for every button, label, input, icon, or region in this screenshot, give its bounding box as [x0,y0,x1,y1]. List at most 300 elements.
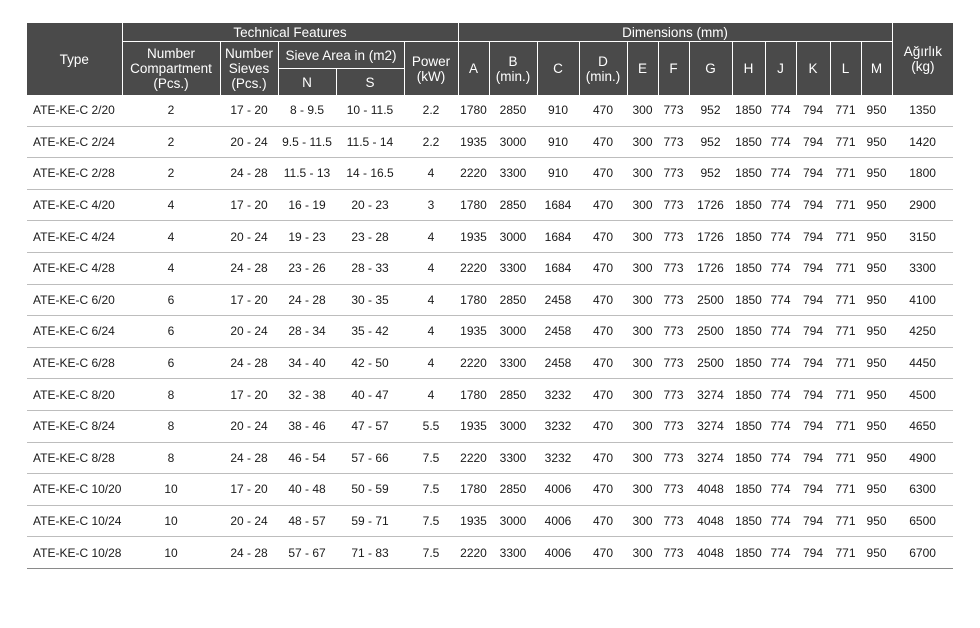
cell-dim-m: 950 [861,347,892,379]
cell-number-compartment: 6 [122,316,220,348]
cell-power: 4 [404,347,458,379]
cell-type: ATE-KE-C 8/20 [27,379,122,411]
cell-number-sieves: 17 - 20 [220,189,278,221]
cell-dim-a: 1780 [458,474,489,506]
cell-dim-c: 3232 [537,410,579,442]
cell-dim-a: 1935 [458,221,489,253]
cell-type: ATE-KE-C 6/28 [27,347,122,379]
cell-dim-m: 950 [861,189,892,221]
cell-weight: 4450 [892,347,953,379]
cell-type: ATE-KE-C 6/24 [27,316,122,348]
cell-sieve-area-s: 20 - 23 [336,189,404,221]
cell-dim-m: 950 [861,95,892,126]
cell-dim-m: 950 [861,316,892,348]
cell-weight: 3150 [892,221,953,253]
cell-dim-l: 771 [830,347,861,379]
cell-sieve-area-n: 48 - 57 [278,505,336,537]
cell-dim-j: 774 [765,158,796,190]
cell-dim-c: 2458 [537,316,579,348]
cell-sieve-area-n: 57 - 67 [278,537,336,569]
cell-dim-l: 771 [830,252,861,284]
cell-dim-c: 910 [537,158,579,190]
cell-number-compartment: 10 [122,505,220,537]
cell-type: ATE-KE-C 2/24 [27,126,122,158]
cell-dim-m: 950 [861,252,892,284]
cell-dim-e: 300 [627,126,658,158]
header-sieve-n: N [278,69,336,96]
cell-dim-h: 1850 [732,505,765,537]
cell-number-sieves: 20 - 24 [220,316,278,348]
header-technical-features: Technical Features [122,23,458,42]
cell-power: 4 [404,316,458,348]
cell-weight: 1800 [892,158,953,190]
cell-dim-e: 300 [627,252,658,284]
cell-dim-g: 3274 [689,442,732,474]
cell-number-sieves: 24 - 28 [220,347,278,379]
cell-dim-d: 470 [579,189,627,221]
cell-dim-a: 1780 [458,379,489,411]
cell-dim-h: 1850 [732,126,765,158]
cell-dim-l: 771 [830,410,861,442]
cell-dim-f: 773 [658,410,689,442]
cell-number-sieves: 24 - 28 [220,442,278,474]
cell-dim-f: 773 [658,95,689,126]
cell-dim-h: 1850 [732,284,765,316]
cell-dim-f: 773 [658,347,689,379]
cell-sieve-area-n: 40 - 48 [278,474,336,506]
cell-dim-b: 2850 [489,379,537,411]
cell-dim-d: 470 [579,252,627,284]
cell-dim-a: 1935 [458,505,489,537]
cell-dim-m: 950 [861,410,892,442]
cell-sieve-area-s: 40 - 47 [336,379,404,411]
cell-number-compartment: 6 [122,284,220,316]
cell-dim-m: 950 [861,474,892,506]
cell-dim-h: 1850 [732,158,765,190]
header-dim-c: C [537,42,579,96]
cell-dim-k: 794 [796,95,830,126]
cell-dim-g: 2500 [689,284,732,316]
header-dim-f: F [658,42,689,96]
cell-dim-l: 771 [830,442,861,474]
cell-dim-c: 1684 [537,252,579,284]
cell-sieve-area-n: 11.5 - 13 [278,158,336,190]
table-body [27,95,953,568]
cell-dim-f: 773 [658,252,689,284]
header-dimensions: Dimensions (mm) [458,23,892,42]
cell-weight: 4650 [892,410,953,442]
cell-dim-a: 1935 [458,126,489,158]
cell-dim-h: 1850 [732,474,765,506]
cell-type: ATE-KE-C 8/28 [27,442,122,474]
cell-sieve-area-s: 42 - 50 [336,347,404,379]
header-dim-h: H [732,42,765,96]
cell-dim-b: 3300 [489,347,537,379]
cell-sieve-area-s: 14 - 16.5 [336,158,404,190]
cell-dim-k: 794 [796,474,830,506]
table-row [27,95,953,126]
cell-dim-a: 2220 [458,347,489,379]
cell-dim-j: 774 [765,379,796,411]
cell-number-compartment: 4 [122,189,220,221]
cell-type: ATE-KE-C 4/28 [27,252,122,284]
cell-dim-l: 771 [830,284,861,316]
cell-dim-d: 470 [579,537,627,569]
header-power: Power (kW) [404,42,458,96]
cell-weight: 6300 [892,474,953,506]
cell-sieve-area-s: 57 - 66 [336,442,404,474]
cell-dim-a: 2220 [458,442,489,474]
cell-dim-c: 910 [537,126,579,158]
table-row [27,189,953,221]
cell-dim-j: 774 [765,316,796,348]
cell-dim-l: 771 [830,537,861,569]
cell-dim-g: 2500 [689,347,732,379]
cell-dim-g: 952 [689,95,732,126]
cell-dim-g: 1726 [689,252,732,284]
cell-number-sieves: 24 - 28 [220,252,278,284]
cell-dim-k: 794 [796,126,830,158]
cell-dim-c: 2458 [537,347,579,379]
cell-dim-f: 773 [658,474,689,506]
header-dim-j: J [765,42,796,96]
cell-dim-g: 1726 [689,221,732,253]
header-type: Type [27,23,122,95]
cell-dim-d: 470 [579,316,627,348]
cell-weight: 6500 [892,505,953,537]
cell-power: 7.5 [404,505,458,537]
cell-dim-j: 774 [765,95,796,126]
cell-power: 2.2 [404,126,458,158]
cell-dim-c: 3232 [537,442,579,474]
cell-dim-a: 2220 [458,537,489,569]
cell-weight: 6700 [892,537,953,569]
cell-dim-h: 1850 [732,347,765,379]
cell-dim-k: 794 [796,537,830,569]
cell-dim-e: 300 [627,537,658,569]
cell-dim-g: 4048 [689,474,732,506]
table-row [27,221,953,253]
cell-dim-a: 1780 [458,189,489,221]
header-dim-l: L [830,42,861,96]
header-dim-e: E [627,42,658,96]
cell-dim-l: 771 [830,316,861,348]
cell-dim-l: 771 [830,505,861,537]
table-row [27,126,953,158]
cell-dim-j: 774 [765,505,796,537]
header-sieve-s: S [336,69,404,96]
cell-dim-b: 2850 [489,95,537,126]
cell-dim-l: 771 [830,379,861,411]
header-sieve-area: Sieve Area in (m2) [278,42,404,69]
table-row [27,410,953,442]
cell-dim-g: 3274 [689,379,732,411]
cell-dim-g: 3274 [689,410,732,442]
cell-power: 4 [404,221,458,253]
cell-number-sieves: 20 - 24 [220,505,278,537]
cell-number-compartment: 8 [122,410,220,442]
cell-dim-k: 794 [796,442,830,474]
cell-dim-h: 1850 [732,316,765,348]
cell-number-compartment: 8 [122,442,220,474]
cell-sieve-area-s: 28 - 33 [336,252,404,284]
cell-dim-m: 950 [861,505,892,537]
header-dim-k: K [796,42,830,96]
header-dim-b: B (min.) [489,42,537,96]
cell-type: ATE-KE-C 10/24 [27,505,122,537]
cell-dim-j: 774 [765,221,796,253]
cell-sieve-area-s: 59 - 71 [336,505,404,537]
cell-dim-c: 3232 [537,379,579,411]
cell-dim-b: 3000 [489,316,537,348]
cell-dim-d: 470 [579,474,627,506]
cell-weight: 4900 [892,442,953,474]
cell-power: 4 [404,158,458,190]
cell-dim-h: 1850 [732,379,765,411]
cell-dim-e: 300 [627,410,658,442]
cell-dim-k: 794 [796,347,830,379]
cell-dim-k: 794 [796,221,830,253]
cell-dim-b: 2850 [489,189,537,221]
cell-sieve-area-n: 34 - 40 [278,347,336,379]
cell-number-sieves: 17 - 20 [220,95,278,126]
cell-dim-m: 950 [861,379,892,411]
cell-dim-f: 773 [658,158,689,190]
cell-dim-c: 4006 [537,505,579,537]
table-row [27,158,953,190]
cell-dim-m: 950 [861,537,892,569]
cell-power: 4 [404,284,458,316]
cell-dim-d: 470 [579,221,627,253]
cell-dim-l: 771 [830,158,861,190]
cell-dim-c: 1684 [537,189,579,221]
cell-dim-e: 300 [627,505,658,537]
cell-dim-g: 2500 [689,316,732,348]
header-weight: Ağırlık (kg) [892,23,953,95]
cell-dim-h: 1850 [732,221,765,253]
cell-sieve-area-s: 11.5 - 14 [336,126,404,158]
cell-dim-d: 470 [579,410,627,442]
table-row [27,316,953,348]
cell-dim-m: 950 [861,442,892,474]
cell-dim-k: 794 [796,252,830,284]
header-number-sieves: Number Sieves (Pcs.) [220,42,278,96]
cell-weight: 2900 [892,189,953,221]
cell-dim-e: 300 [627,284,658,316]
cell-dim-b: 3000 [489,410,537,442]
cell-dim-h: 1850 [732,537,765,569]
cell-dim-b: 3300 [489,537,537,569]
cell-number-compartment: 2 [122,126,220,158]
cell-dim-k: 794 [796,158,830,190]
spec-table-container [27,23,953,569]
cell-sieve-area-n: 23 - 26 [278,252,336,284]
cell-sieve-area-n: 9.5 - 11.5 [278,126,336,158]
cell-dim-b: 3300 [489,252,537,284]
table-header [27,23,953,95]
cell-dim-h: 1850 [732,252,765,284]
cell-weight: 1420 [892,126,953,158]
cell-dim-d: 470 [579,158,627,190]
cell-weight: 1350 [892,95,953,126]
cell-dim-h: 1850 [732,189,765,221]
cell-sieve-area-n: 28 - 34 [278,316,336,348]
cell-sieve-area-s: 10 - 11.5 [336,95,404,126]
cell-dim-j: 774 [765,189,796,221]
cell-number-sieves: 20 - 24 [220,126,278,158]
cell-dim-b: 3000 [489,126,537,158]
cell-number-sieves: 17 - 20 [220,284,278,316]
cell-dim-b: 3000 [489,221,537,253]
cell-sieve-area-n: 38 - 46 [278,410,336,442]
cell-dim-j: 774 [765,126,796,158]
cell-number-sieves: 24 - 28 [220,537,278,569]
cell-number-sieves: 17 - 20 [220,474,278,506]
cell-power: 7.5 [404,442,458,474]
cell-dim-b: 3300 [489,158,537,190]
cell-number-compartment: 4 [122,221,220,253]
cell-dim-g: 4048 [689,537,732,569]
table-row [27,284,953,316]
cell-dim-m: 950 [861,126,892,158]
cell-dim-e: 300 [627,221,658,253]
cell-dim-f: 773 [658,505,689,537]
cell-dim-e: 300 [627,95,658,126]
cell-dim-l: 771 [830,189,861,221]
cell-dim-b: 3300 [489,442,537,474]
cell-number-compartment: 8 [122,379,220,411]
cell-dim-d: 470 [579,505,627,537]
cell-dim-c: 910 [537,95,579,126]
cell-dim-c: 4006 [537,474,579,506]
header-number-compartment: Number Compartment (Pcs.) [122,42,220,96]
cell-dim-c: 4006 [537,537,579,569]
cell-power: 7.5 [404,474,458,506]
cell-dim-g: 4048 [689,505,732,537]
cell-dim-a: 2220 [458,158,489,190]
cell-dim-k: 794 [796,189,830,221]
cell-dim-g: 1726 [689,189,732,221]
cell-dim-d: 470 [579,95,627,126]
cell-dim-k: 794 [796,379,830,411]
cell-dim-h: 1850 [732,442,765,474]
cell-dim-j: 774 [765,474,796,506]
cell-type: ATE-KE-C 2/20 [27,95,122,126]
cell-power: 3 [404,189,458,221]
cell-dim-e: 300 [627,379,658,411]
cell-dim-b: 2850 [489,284,537,316]
cell-sieve-area-s: 30 - 35 [336,284,404,316]
cell-dim-a: 1935 [458,410,489,442]
cell-dim-j: 774 [765,252,796,284]
cell-dim-h: 1850 [732,410,765,442]
cell-dim-g: 952 [689,158,732,190]
cell-sieve-area-s: 50 - 59 [336,474,404,506]
cell-dim-k: 794 [796,505,830,537]
cell-dim-e: 300 [627,442,658,474]
cell-dim-k: 794 [796,316,830,348]
cell-dim-a: 1780 [458,284,489,316]
table-row [27,252,953,284]
cell-dim-b: 2850 [489,474,537,506]
cell-dim-a: 1935 [458,316,489,348]
table-row [27,379,953,411]
cell-weight: 4500 [892,379,953,411]
cell-dim-j: 774 [765,347,796,379]
cell-dim-d: 470 [579,347,627,379]
cell-type: ATE-KE-C 4/24 [27,221,122,253]
cell-power: 4 [404,379,458,411]
cell-dim-a: 2220 [458,252,489,284]
cell-type: ATE-KE-C 6/20 [27,284,122,316]
cell-sieve-area-n: 32 - 38 [278,379,336,411]
cell-sieve-area-n: 19 - 23 [278,221,336,253]
table-row [27,505,953,537]
cell-sieve-area-n: 8 - 9.5 [278,95,336,126]
cell-dim-a: 1780 [458,95,489,126]
cell-dim-c: 2458 [537,284,579,316]
table-row [27,537,953,569]
header-dim-m: M [861,42,892,96]
cell-dim-d: 470 [579,379,627,411]
cell-dim-l: 771 [830,126,861,158]
cell-dim-e: 300 [627,189,658,221]
cell-number-sieves: 20 - 24 [220,410,278,442]
cell-dim-l: 771 [830,474,861,506]
cell-sieve-area-s: 35 - 42 [336,316,404,348]
cell-dim-b: 3000 [489,505,537,537]
cell-dim-f: 773 [658,316,689,348]
cell-sieve-area-n: 16 - 19 [278,189,336,221]
header-dim-d: D (min.) [579,42,627,96]
cell-sieve-area-s: 47 - 57 [336,410,404,442]
cell-dim-f: 773 [658,379,689,411]
cell-sieve-area-s: 23 - 28 [336,221,404,253]
cell-power: 7.5 [404,537,458,569]
cell-dim-f: 773 [658,442,689,474]
cell-dim-e: 300 [627,158,658,190]
cell-dim-d: 470 [579,126,627,158]
cell-number-compartment: 2 [122,95,220,126]
cell-dim-g: 952 [689,126,732,158]
cell-number-compartment: 2 [122,158,220,190]
cell-power: 5.5 [404,410,458,442]
cell-dim-d: 470 [579,442,627,474]
cell-dim-j: 774 [765,284,796,316]
cell-sieve-area-n: 46 - 54 [278,442,336,474]
cell-dim-f: 773 [658,126,689,158]
table-row [27,474,953,506]
cell-dim-d: 470 [579,284,627,316]
cell-type: ATE-KE-C 10/28 [27,537,122,569]
table-row [27,347,953,379]
cell-weight: 3300 [892,252,953,284]
cell-dim-l: 771 [830,95,861,126]
cell-dim-e: 300 [627,316,658,348]
cell-weight: 4100 [892,284,953,316]
cell-dim-k: 794 [796,284,830,316]
cell-dim-j: 774 [765,410,796,442]
cell-dim-m: 950 [861,158,892,190]
cell-dim-e: 300 [627,474,658,506]
cell-dim-j: 774 [765,537,796,569]
cell-type: ATE-KE-C 2/28 [27,158,122,190]
cell-number-sieves: 24 - 28 [220,158,278,190]
cell-dim-f: 773 [658,221,689,253]
cell-dim-j: 774 [765,442,796,474]
table-row [27,442,953,474]
cell-type: ATE-KE-C 10/20 [27,474,122,506]
